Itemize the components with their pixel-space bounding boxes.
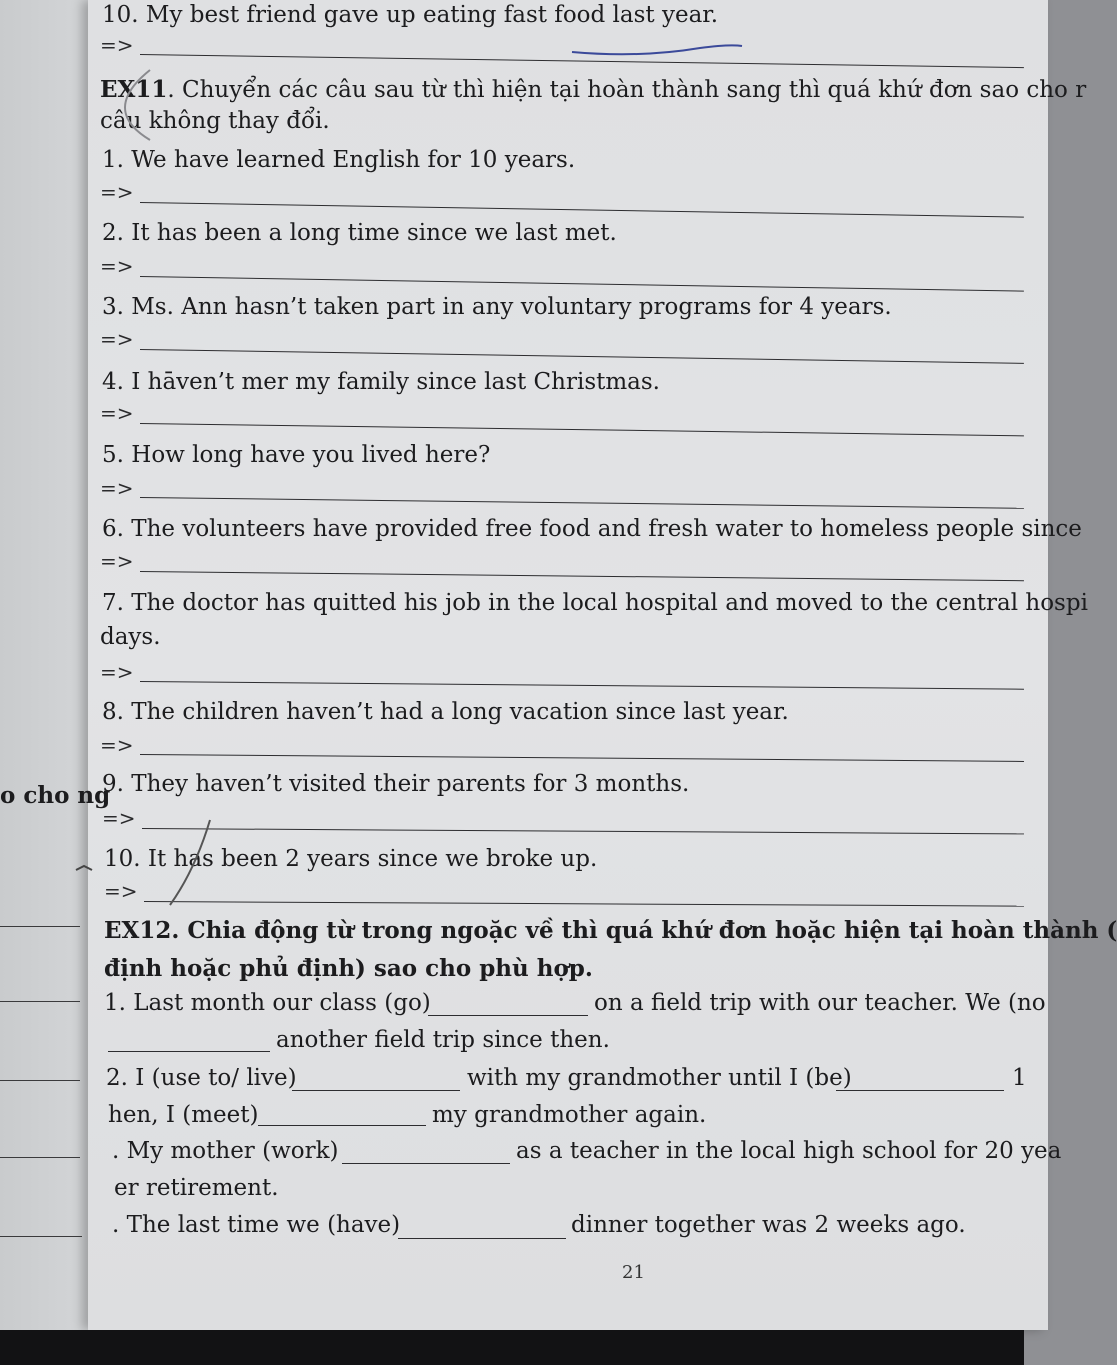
exercise-item: 10. It has been 2 years since we broke up. [104,846,598,872]
pen-arc-mark [125,70,150,140]
exercise-text: with my grandmother until I (be) [467,1065,852,1091]
left-page-fragment: o cho ng [0,782,111,809]
exercise-item: 2. It has been a long time since we last met. [102,220,617,246]
exercise-item: 6. The volunteers have provided free food and fresh water to homeless people since [102,516,1082,542]
answer-arrow: => [100,660,134,684]
exercise-text: . My mother (work) [112,1138,339,1164]
exercise-text: another field trip since then. [276,1027,610,1053]
exercise-text: as a teacher in the local high school for 20 yea [516,1138,1062,1164]
exercise-title-line2: định hoặc phủ định) sao cho phù hợp. [104,955,593,982]
answer-arrow: => [100,401,134,425]
answer-arrow: => [100,476,134,500]
exercise-item-continuation: days. [100,624,161,650]
pen-tick-mark [76,866,92,870]
exercise-text: dinner together was 2 weeks ago. [571,1212,966,1238]
exercise-item: 7. The doctor has quitted his job in the local hospital and moved to the central hospi [102,590,1088,616]
answer-arrow: => [100,180,134,204]
exercise-text: . The last time we (have) [112,1212,401,1238]
exercise-item: 5. How long have you lived here? [102,442,491,468]
exercise-item: 1. We have learned English for 10 years. [102,147,576,173]
exercise-item: 8. The children haven’t had a long vacation since last year. [102,699,789,725]
exercise-item: 3. Ms. Ann hasn’t taken part in any voluntary programs for 4 years. [102,294,892,320]
exercise-text: 1. Last month our class (go) [104,990,431,1016]
exercise-text: 2. I (use to/ live) [106,1065,297,1091]
answer-arrow: => [100,33,134,57]
page-number: 21 [622,1262,645,1283]
answer-arrow: => [100,549,134,573]
answer-arrow: => [104,879,138,903]
exercise-title: EX12. Chia động từ trong ngoặc về thì quá khứ đơn hoặc hiện tại hoàn thành ( [104,917,1117,944]
exercise-item: 10. My best friend gave up eating fast food last year. [102,2,719,28]
answer-arrow: => [102,806,136,830]
answer-arrow: => [100,254,134,278]
answer-arrow: => [100,327,134,351]
exercise-text: er retirement. [114,1175,279,1201]
exercise-text: my grandmother again. [432,1102,707,1128]
exercise-item: 4. I hāven’t mer my family since last Christmas. [102,369,660,395]
exercise-instruction-line2: câu không thay đổi. [100,108,330,134]
pen-stroke-mark [170,820,210,905]
pen-underline-mark [572,45,742,54]
exercise-text: on a field trip with our teacher. We (no [594,990,1046,1016]
exercise-item: 9. They haven’t visited their parents for 3 months. [102,771,690,797]
exercise-text: hen, I (meet) [108,1102,259,1128]
exercise-instruction: . Chuyển các câu sau từ thì hiện tại hoàn thành sang thì quá khứ đơn sao cho r [167,77,1087,103]
exercise-text: 1 [1012,1065,1027,1091]
answer-arrow: => [100,733,134,757]
exercise-code: EX11 [100,76,168,103]
